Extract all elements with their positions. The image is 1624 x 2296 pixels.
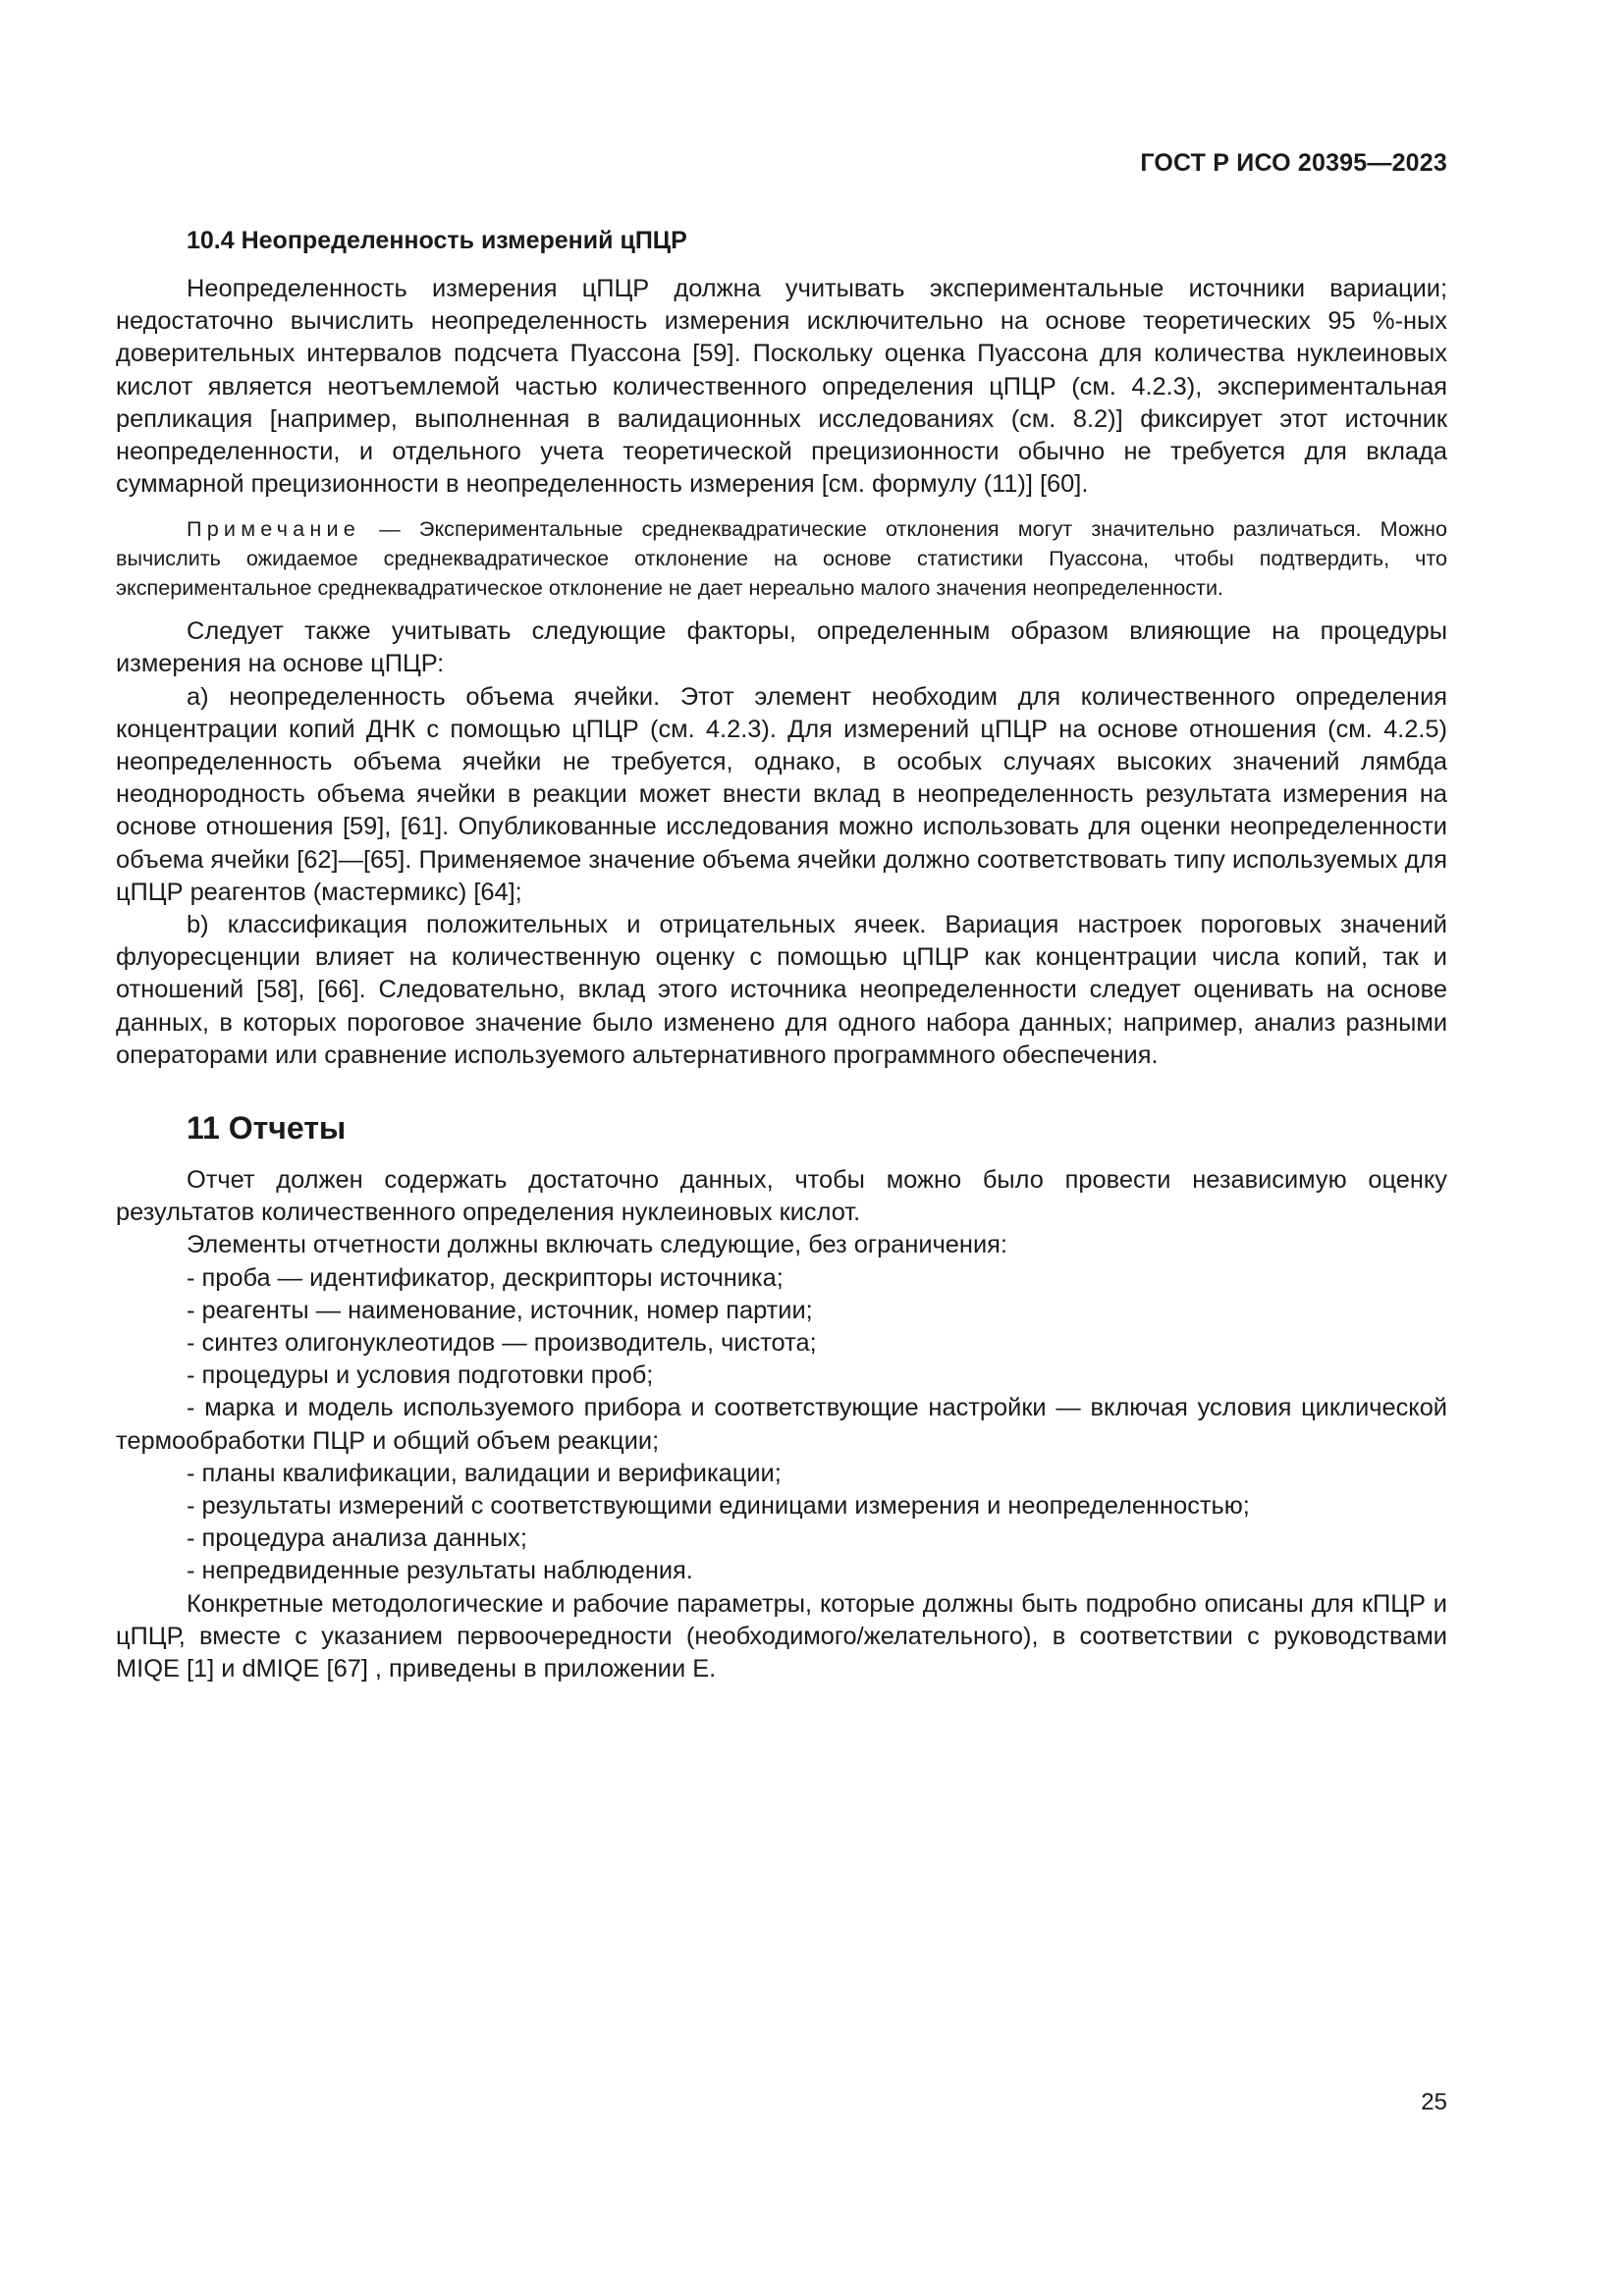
section-11-paragraph-3: Конкретные методологические и рабочие параметры, которые должны быть подробно описаны для кПЦР и цПЦР, вместе с указанием первоочередности (необходимого/желательного), в соответствии с руководствами MIQE [1] и dMIQE [67] , приведены в приложении Е. [116,1589,1447,1683]
list-item: - реагенты — наименование, источник, номер партии; [187,1296,813,1324]
list-item-b: b) классификация положительных и отрицательных ячеек. Вариация настроек пороговых значений флуоресценции влияет на количественную оценку с помощью цПЦР как концентрации числа копий, так и отношений [58], [66]. Следовательно, вклад этого источника неопределенности следует оценивать на основе данных, в которых пороговое значение было изменено для одного набора данных; например, анализ разными операторами или сравнение используемого альтернативного программного обеспечения. [116,911,1447,1069]
section-10-4-title: 10.4 Неопределенность измерений цПЦР [187,227,687,254]
list-item: - результаты измерений с соответствующими единицами измерения и неопределенностью; [187,1492,1250,1521]
section-10-4-paragraph-1: Неопределенность измерения цПЦР должна учитывать экспериментальные источники вариации; недостаточно вычислить неопределенность измерения исключительно на основе теоретических 95 %-ных доверительных интервалов подсчета Пуассона [59]. Поскольку оценка Пуассона для количества нуклеиновых кислот является неотъемлемой частью количественного определения цПЦР (см. 4.2.3), экспериментальная репликация [например, выполненная в валидационных исследованиях (см. 8.2)] фиксирует этот источник неопределенности, и отдельного учета теоретической прецизионности обычно не требуется для вклада суммарной прецизионности в неопределенность измерения [см. формулу (11)] [60]. [116,275,1447,499]
section-11-paragraph-2: Элементы отчетности должны включать следующие, без ограничения: [187,1231,1007,1259]
section-11-paragraph-1: Отчет должен содержать достаточно данных, чтобы можно было провести независимую оценку результатов количественного определения нуклеиновых кислот. [116,1166,1447,1227]
list-item: - проба — идентификатор, дескрипторы источника; [187,1263,784,1292]
page-number: 25 [1421,2089,1447,2115]
note-block [116,514,1447,602]
list-item: - синтез олигонуклеотидов — производитель, чистота; [187,1329,817,1358]
list-item: - процедура анализа данных; [187,1524,527,1553]
section-10-4-paragraph-2: Следует также учитывать следующие факторы, определенным образом влияющие на процедуры измерения на основе цПЦР: [116,617,1447,678]
section-11-title: 11 Отчеты [187,1110,347,1147]
note-text: — Экспериментальные среднеквадратические отклонения могут значительно различаться. Можно вычислить ожидаемое среднеквадратическое отклонение на основе статистики Пуассона, чтобы подтвердить, что экспериментальное среднеквадратическое отклонение не дает нереально малого значения неопределенности. [116,516,1447,600]
list-item-a: a) неопределенность объема ячейки. Этот элемент необходим для количественного определения концентрации копий ДНК с помощью цПЦР (см. 4.2.3). Для измерений цПЦР на основе отношения (см. 4.2.5) неопределенность объема ячейки не требуется, однако, в особых случаях высоких значений лямбда неоднородность объема ячейки в реакции может внести вклад в неопределенность результата измерения на основе отношения [59], [61]. Опубликованные исследования можно использовать для оценки неопределенности объема ячейки [62]—[65]. Применяемое значение объема ячейки должно соответствовать типу используемых для цПЦР реагентов (мастермикс) [64]; [116,682,1447,906]
list-item: - планы квалификации, валидации и верификации; [187,1459,782,1487]
list-item: - непредвиденные результаты наблюдения. [187,1557,693,1585]
note-label: Примечание [187,516,360,542]
document-body [116,224,1447,1685]
reporting-elements-list [116,1262,1447,1588]
document-header: ГОСТ Р ИСО 20395—2023 [1140,149,1447,177]
list-item: - процедуры и условия подготовки проб; [187,1362,654,1390]
list-item: - марка и модель используемого прибора и соответствующие настройки — включая условия циклической термообработки ПЦР и общий объем реакции; [116,1394,1447,1455]
